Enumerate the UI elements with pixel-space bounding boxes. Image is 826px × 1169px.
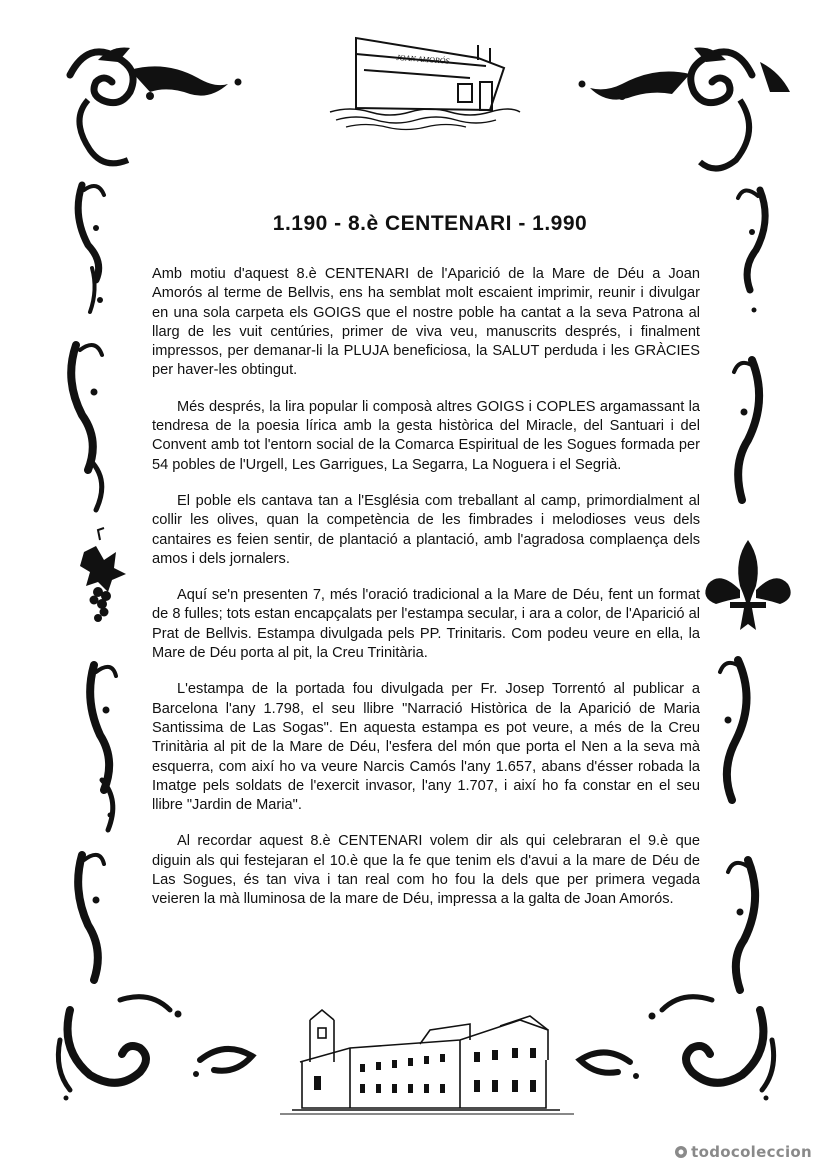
paragraph-2: Més després, la lira popular li composà altres GOIGS i COPLES argamassant la tendresa de la poesia lírica amb la gesta històrica del Miracle, del Santuari i del Convent amb tot l'entorn social de la Comarca Espiritual de les Sogues formada per 54 pobles de l'Urgell, Les Garrigues, La Segarra, La Noguera i el Segrià. xyxy=(152,398,700,473)
paragraph-1: Amb motiu d'aquest 8.è CENTENARI de l'Aparició de la Mare de Déu a Joan Amorós al terme de Bellvis, ens ha semblat molt escaient imprimir, reunir i divulgar en una sola carpeta els GOIGS que el nostre poble ha cantat a la seva Patrona al llarg de les vuit centúries, primer de viva veu, manuscrits després, i finalment impressos, per demanar-li la PLUJA beneficiosa, la SALUT perduda i les GRÀCIES per haver-les obtingut. xyxy=(152,266,700,379)
paragraph-4: Aquí se'n presenten 7, més l'oració tradicional a la Mare de Déu, fent un format de 8 fulles; tots estan encapçalats per l'estampa secular, i ara a color, de l'Aparició al Prat de Bellvis. Estampa divulgada pels PP. Trinitaris. Com podeu veure en ella, la Mare de Déu porta al pit, la Creu Trinitària. xyxy=(152,587,700,662)
watermark-text: todocoleccion xyxy=(691,1143,812,1161)
corner-ornament-bottom-left xyxy=(58,997,252,1090)
corner-ornament-bottom-right xyxy=(580,997,774,1090)
ship-illustration xyxy=(330,38,520,130)
paragraph-5: L'estampa de la portada fou divulgada per Fr. Josep Torrentó al publicar a Barcelona l'any 1.798, el seu llibre "Narració Històrica de la Aparició de Maria Santissima de Las Sogas". En aquesta estampa es pot veure, a més de la Creu Trinitària al pit de la Mare de Déu, l'esfera del món que porta el Nen a la seva mà esquerra, com així ho va veure Narcis Camós l'any 1.657, abans d'ésser robada la Imatge pels soldats de l'exercit invasor, l'any 1.707, i així ho fa constar en el seu llibre "Jardin de Maria". xyxy=(152,681,700,814)
page-title: 1.190 - 8.è CENTENARI - 1.990 xyxy=(272,212,588,235)
corner-ornament-top-right xyxy=(579,48,791,169)
paragraph-3: El poble els cantava tan a l'Església com treballant al camp, primordialment al collir les olives, quan la competència de les fimbrades i melodioses veus dels cantaires es feien sentir, de plantació a plantació, amb l'agradosa complaença dels amos i dels jornalers. xyxy=(152,492,700,567)
ship-label: JOAN AMORÓS xyxy=(395,53,450,66)
body-text xyxy=(152,265,700,927)
fleur-de-lis-ornament xyxy=(705,540,790,630)
paragraph-6: Al recordar aquest 8.è CENTENARI volem dir als qui celebraran el 9.è que diguin als qui festejaran el 10.è que la fe que tenim els d'avui a la mare de Déu de Las Sogues, és tan viva i tan real com ho fou la dels que per primera vegada veieren la mà lluminosa de la mare de Déu, impressa a la galta de Joan Amorós. xyxy=(152,833,700,908)
corner-ornament-top-left xyxy=(70,48,242,164)
watermark-logo-icon xyxy=(674,1145,688,1159)
watermark xyxy=(674,1143,812,1161)
bottom-dots xyxy=(64,1011,769,1101)
sanctuary-windows xyxy=(314,1048,536,1093)
holly-grapes-ornament xyxy=(80,528,126,622)
